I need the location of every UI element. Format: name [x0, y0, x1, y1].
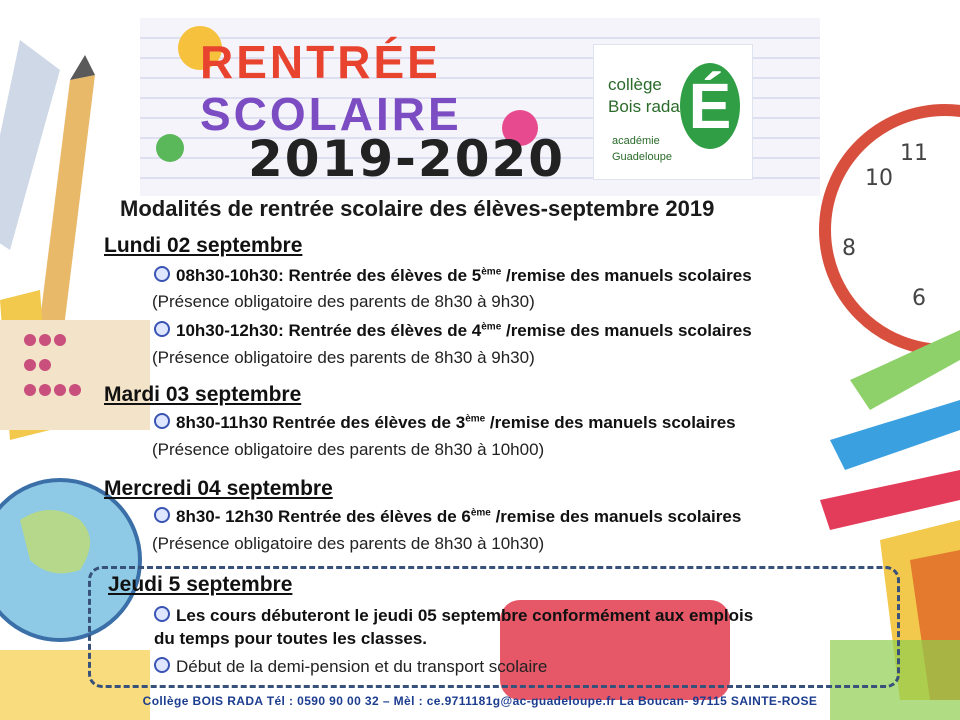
footer-contact: Collège BOIS RADA Tél : 0590 90 00 32 – Mèl : ce.9711181g@ac-guadeloupe.fr La Boucan- 97115 SAINTE-ROSE — [142, 694, 818, 708]
schedule-note: (Présence obligatoire des parents de 8h30 à 9h30) — [152, 348, 535, 367]
schedule-item: Les cours débuteront le jeudi 05 septembre conformément aux emplois — [154, 606, 753, 626]
schedule-item: 8h30-11h30 Rentrée des élèves de 3ème /remise des manuels scolaires — [154, 413, 736, 433]
logo-college-text: collège — [608, 75, 662, 94]
bullet-icon — [154, 606, 170, 622]
schedule-note: (Présence obligatoire des parents de 8h30 à 9h30) — [152, 292, 535, 311]
page-title: Modalités de rentrée scolaire des élèves-septembre 2019 — [120, 196, 715, 221]
schedule-note: (Présence obligatoire des parents de 8h30 à 10h00) — [152, 440, 545, 459]
svg-text:8: 8 — [842, 236, 856, 261]
bullet-icon — [154, 266, 170, 282]
title-year: 2019-2020 — [248, 130, 566, 188]
day-jeudi: Jeudi 5 septembre — [108, 573, 293, 596]
logo-region-text: Guadeloupe — [612, 151, 672, 163]
college-logo — [593, 44, 753, 180]
abacus — [0, 320, 150, 430]
title-rentree: RENTRÉE SCOLAIRE — [200, 36, 462, 140]
schedule-item: 10h30-12h30: Rentrée des élèves de 4ème /remise des manuels scolaires — [154, 321, 752, 341]
bullet-icon — [154, 657, 170, 673]
schedule-item: 8h30- 12h30 Rentrée des élèves de 6ème /remise des manuels scolaires — [154, 507, 741, 527]
logo-name-text: Bois rada — [608, 97, 680, 116]
bullet-icon — [154, 321, 170, 337]
logo-academie-text: académie — [612, 135, 660, 147]
day-mercredi: Mercredi 04 septembre — [104, 477, 333, 500]
schedule-note: (Présence obligatoire des parents de 8h30 à 10h30) — [152, 534, 545, 553]
svg-text:10: 10 — [865, 166, 893, 191]
bullet-icon — [154, 507, 170, 523]
day-lundi: Lundi 02 septembre — [104, 234, 303, 257]
day-mardi: Mardi 03 septembre — [104, 383, 302, 406]
svg-text:6: 6 — [912, 286, 926, 311]
schedule-item-continued: du temps pour toutes les classes. — [154, 629, 428, 648]
schedule-item: 08h30-10h30: Rentrée des élèves de 5ème /remise des manuels scolaires — [154, 266, 752, 286]
logo-e-icon: É — [680, 63, 740, 149]
schedule-item: Début de la demi-pension et du transport scolaire — [154, 657, 547, 677]
bullet-icon — [154, 413, 170, 429]
svg-text:11: 11 — [900, 141, 928, 166]
